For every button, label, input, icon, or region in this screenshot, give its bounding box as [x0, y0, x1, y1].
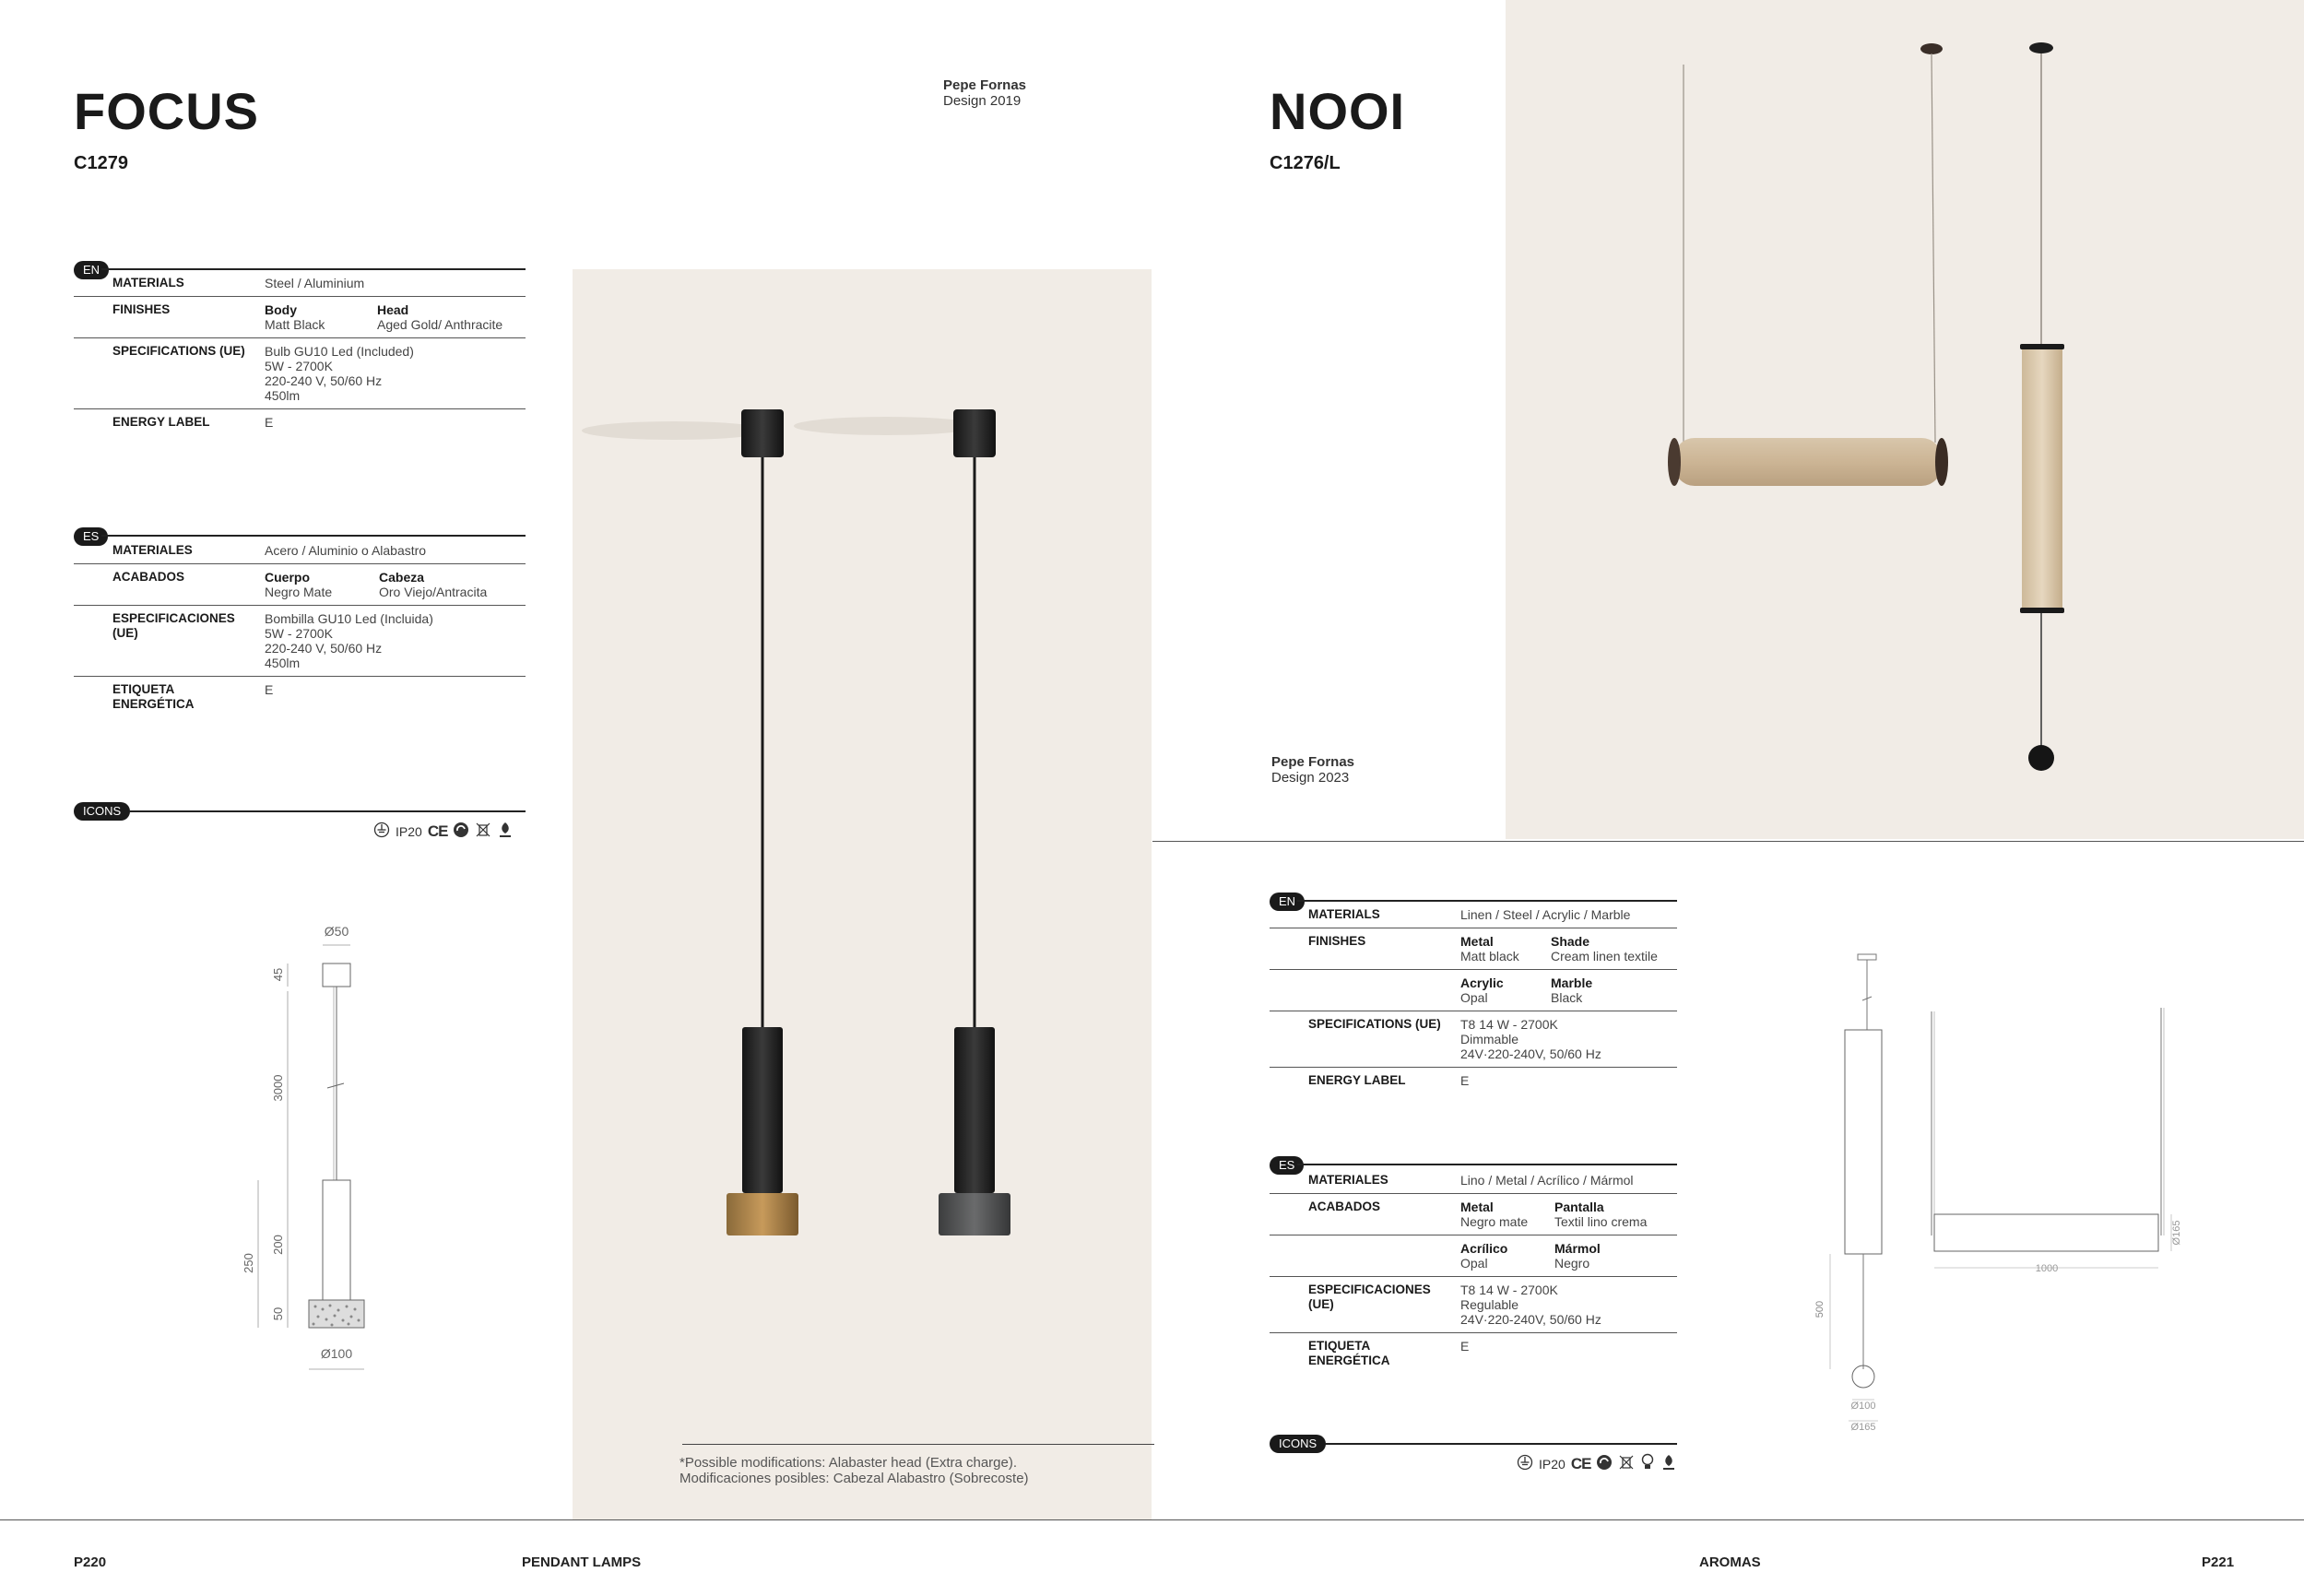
focus-product-photo — [573, 269, 1152, 1519]
nooi-title: NOOI — [1270, 82, 1406, 140]
weee-bin-icon — [1618, 1454, 1635, 1473]
spec-line: T8 14 W - 2700K — [1460, 1283, 1558, 1297]
nooi-es-specs — [1270, 1167, 1677, 1374]
dimension-label: 200 — [271, 1235, 285, 1255]
dimension-label: 3000 — [271, 1074, 285, 1102]
spec-label: SPECIFICATIONS (UE) — [112, 344, 245, 358]
metal-label: Metal — [1460, 1200, 1494, 1214]
spec-row — [1270, 1277, 1677, 1333]
spec-line: 220-240 V, 50/60 Hz — [265, 373, 383, 388]
marble-value: Negro — [1554, 1256, 1590, 1271]
spec-label: (UE) — [112, 626, 138, 640]
spec-row — [74, 338, 526, 409]
diameter-top-label: Ø50 — [324, 924, 349, 939]
finishes-row — [1270, 928, 1677, 970]
ip-rating: IP20 — [1539, 1456, 1566, 1472]
focus-en-specs — [74, 270, 526, 435]
finishes-row — [74, 297, 526, 338]
energy-value: E — [1460, 1339, 1470, 1354]
dimension-label: Ø100 — [1850, 1401, 1876, 1412]
finishes-row — [1270, 1194, 1677, 1235]
diameter-bottom-label: Ø100 — [320, 1346, 353, 1361]
spec-line: T8 14 W - 2700K — [1460, 1017, 1558, 1032]
nooi-technical-drawing — [1798, 945, 2185, 1443]
nooi-product-photo — [1506, 0, 2304, 839]
dimension-label: Ø165 — [2171, 1220, 2182, 1246]
spec-line: Bombilla GU10 Led (Incluida) — [265, 611, 433, 626]
nooi-code: C1276/L — [1270, 153, 1341, 173]
materials-label: MATERIALS — [1308, 907, 1380, 921]
materials-value: Acero / Aluminio o Alabastro — [265, 543, 427, 558]
energy-row — [74, 677, 526, 717]
shade-label: Pantalla — [1554, 1200, 1604, 1214]
certification-icons — [1517, 1453, 1677, 1474]
spec-label: SPECIFICATIONS (UE) — [1308, 1017, 1441, 1031]
energy-label: ENERGY LABEL — [112, 415, 210, 429]
ip-rating: IP20 — [396, 823, 422, 839]
dimension-label: 500 — [1814, 1300, 1825, 1318]
weee-bin-icon — [475, 822, 491, 841]
divider — [1152, 841, 2304, 842]
divider — [101, 535, 526, 537]
focus-title: FOCUS — [74, 82, 259, 140]
dimension-label: 1000 — [2035, 1263, 2059, 1274]
dimension-label: 50 — [271, 1306, 285, 1321]
en-badge: EN — [1270, 893, 1305, 911]
acrylic-label: Acrílico — [1460, 1241, 1508, 1256]
energy-row — [1270, 1333, 1677, 1374]
energy-row — [1270, 1068, 1677, 1094]
spec-line: 5W - 2700K — [265, 359, 333, 373]
spec-line: 24V·220-240V, 50/60 Hz — [1460, 1046, 1601, 1061]
materials-value: Lino / Metal / Acrílico / Mármol — [1460, 1173, 1634, 1188]
design-year: Design 2023 — [1271, 770, 1350, 786]
spec-row — [74, 606, 526, 677]
materials-value: Steel / Aluminium — [265, 276, 365, 290]
finishes-label: ACABADOS — [112, 570, 185, 584]
focus-technical-drawing — [230, 917, 396, 1378]
recycle-icon — [1596, 1454, 1613, 1473]
note-line: *Possible modifications: Alabaster head (Extra charge). — [679, 1455, 1018, 1471]
icons-badge: ICONS — [74, 802, 130, 821]
shade-label: Shade — [1551, 934, 1590, 949]
materials-label: MATERIALES — [112, 543, 193, 557]
nooi-designer — [1271, 754, 1354, 786]
materials-row — [1270, 902, 1677, 928]
finishes-label: FINISHES — [112, 302, 171, 316]
divider — [1297, 1164, 1677, 1165]
shade-value: Cream linen textile — [1551, 949, 1658, 964]
finishes-label: ACABADOS — [1308, 1200, 1381, 1213]
body-value: Negro Mate — [265, 585, 333, 599]
head-value: Aged Gold/ Anthracite — [377, 317, 503, 332]
energy-label: ENERGÉTICA — [112, 697, 195, 711]
focus-code: C1279 — [74, 153, 128, 173]
body-label: Body — [265, 302, 297, 317]
metal-value: Matt black — [1460, 949, 1519, 964]
focus-designer — [943, 77, 1026, 109]
energy-label: ETIQUETA — [1308, 1339, 1371, 1353]
divider — [1325, 1443, 1677, 1445]
materials-label: MATERIALS — [112, 276, 184, 290]
energy-label: ENERGY LABEL — [1308, 1073, 1406, 1087]
body-label: Cuerpo — [265, 570, 310, 585]
en-badge: EN — [74, 261, 109, 279]
dimension-label: 250 — [242, 1253, 255, 1273]
nooi-pendant-lamps-illustration — [1506, 0, 2304, 839]
divider — [129, 810, 526, 812]
energy-value: E — [1460, 1073, 1470, 1088]
finishes-label: FINISHES — [1308, 934, 1366, 948]
page-number-left: P220 — [74, 1555, 107, 1570]
es-badge: ES — [1270, 1156, 1304, 1175]
acrylic-value: Opal — [1460, 990, 1488, 1005]
materials-value: Linen / Steel / Acrylic / Marble — [1460, 907, 1631, 922]
spec-label: (UE) — [1308, 1297, 1334, 1311]
shade-value: Textil lino crema — [1554, 1214, 1648, 1229]
ground-icon — [1517, 1454, 1533, 1473]
modification-note — [679, 1455, 1029, 1486]
energy-leaf-icon — [1660, 1453, 1677, 1474]
spec-line: Dimmable — [1460, 1032, 1519, 1046]
icons-badge: ICONS — [1270, 1435, 1326, 1453]
materials-row — [1270, 1167, 1677, 1194]
divider — [682, 1444, 1154, 1445]
marble-value: Black — [1551, 990, 1583, 1005]
spec-line: 24V·220-240V, 50/60 Hz — [1460, 1312, 1601, 1327]
energy-row — [74, 409, 526, 435]
materials-row — [74, 538, 526, 564]
recycle-icon — [453, 822, 469, 841]
energy-label: ENERGÉTICA — [1308, 1354, 1390, 1367]
ce-icon: CE — [427, 822, 448, 840]
designer-name: Pepe Fornas — [943, 77, 1027, 93]
finishes-row-2 — [1270, 970, 1677, 1011]
marble-label: Mármol — [1554, 1241, 1601, 1256]
spec-line: 5W - 2700K — [265, 626, 333, 641]
spec-row — [1270, 1011, 1677, 1068]
body-value: Matt Black — [265, 317, 325, 332]
spec-line: Regulable — [1460, 1297, 1519, 1312]
energy-label: ETIQUETA — [112, 682, 175, 696]
section-label-left: PENDANT LAMPS — [522, 1555, 642, 1570]
certification-icons — [373, 821, 514, 842]
focus-pendant-lamps-illustration — [573, 269, 1152, 1519]
spec-label: ESPECIFICACIONES — [112, 611, 235, 625]
energy-value: E — [265, 415, 274, 430]
acrylic-label: Acrylic — [1460, 975, 1504, 990]
finishes-row-2 — [1270, 1235, 1677, 1277]
energy-leaf-icon — [497, 821, 514, 842]
spec-line: Bulb GU10 Led (Included) — [265, 344, 414, 359]
footer-divider — [0, 1519, 2304, 1520]
materials-row — [74, 270, 526, 297]
nooi-en-specs — [1270, 902, 1677, 1094]
dimmable-bulb-icon — [1640, 1453, 1655, 1474]
head-value: Oro Viejo/Antracita — [379, 585, 488, 599]
page-number-right: P221 — [2202, 1555, 2235, 1570]
spec-line: 450lm — [265, 656, 301, 670]
head-label: Head — [377, 302, 409, 317]
ce-icon: CE — [1570, 1454, 1591, 1472]
designer-name: Pepe Fornas — [1271, 754, 1355, 770]
head-label: Cabeza — [379, 570, 425, 585]
dimension-label: Ø165 — [1850, 1422, 1876, 1433]
note-line: Modificaciones posibles: Cabezal Alabastro (Sobrecoste) — [679, 1471, 1029, 1486]
spec-line: 220-240 V, 50/60 Hz — [265, 641, 383, 656]
dimension-label: 45 — [271, 967, 285, 982]
acrylic-value: Opal — [1460, 1256, 1488, 1271]
es-badge: ES — [74, 527, 108, 546]
materials-label: MATERIALES — [1308, 1173, 1388, 1187]
metal-label: Metal — [1460, 934, 1494, 949]
energy-value: E — [265, 682, 274, 697]
section-label-right: AROMAS — [1699, 1555, 1761, 1570]
marble-label: Marble — [1551, 975, 1593, 990]
metal-value: Negro mate — [1460, 1214, 1529, 1229]
spec-line: 450lm — [265, 388, 301, 403]
finishes-row — [74, 564, 526, 606]
spec-label: ESPECIFICACIONES — [1308, 1283, 1431, 1296]
design-year: Design 2019 — [943, 93, 1022, 109]
ground-icon — [373, 822, 390, 841]
focus-es-specs — [74, 538, 526, 717]
